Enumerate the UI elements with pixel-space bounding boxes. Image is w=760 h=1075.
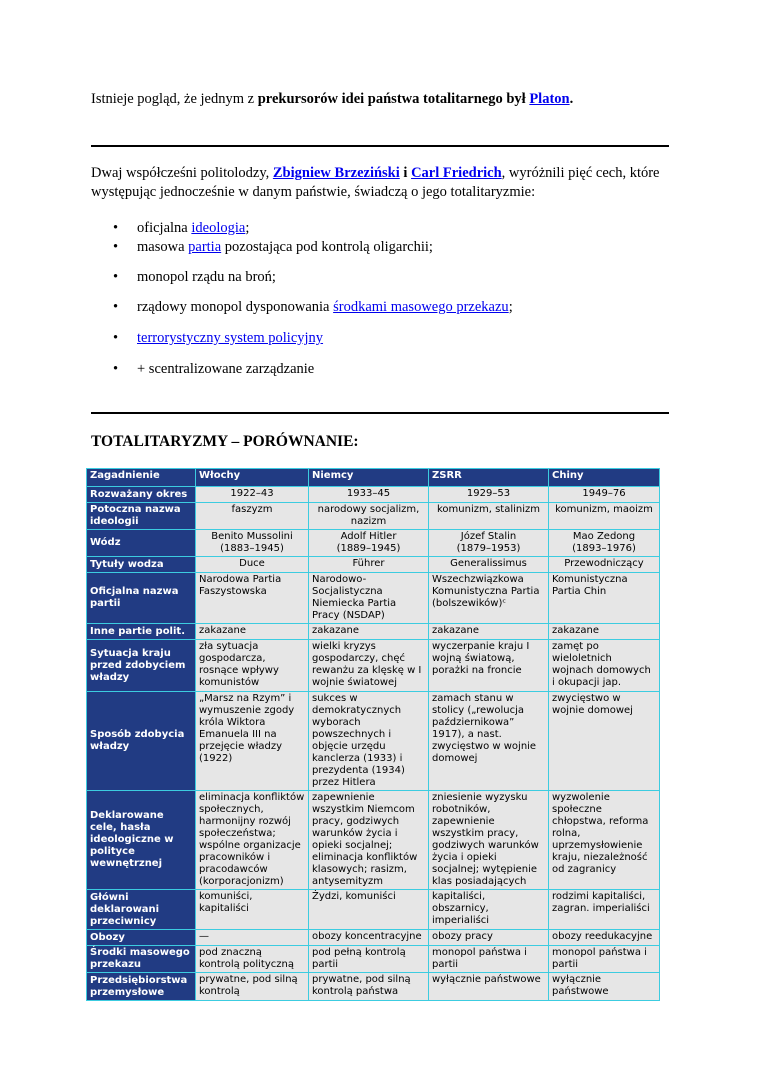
table-header-row [87,469,660,487]
table-cell: 1949–76 [549,487,660,503]
table-cell: — [196,930,309,946]
table-cell: zapewnienie wszystkim Niemcom pracy, godziwych warunków życia i opieki socjalnej; eliminacja konfliktów klasowych; rasizm, antysemityzm [309,791,429,890]
table-cell: Komunistyczna Partia Chin [549,573,660,624]
intro-bold-text: prekursorów idei państwa totalitarnego był [257,91,530,107]
list-item-text: + scentralizowane zarządzanie [137,361,315,377]
row-header: Główni deklarowani przeciwnicy [87,890,196,930]
table-cell: Duce [196,557,309,573]
table-cell: monopol państwa i partii [429,946,549,973]
table-cell: wyłącznie państwowe [429,973,549,1001]
list-item-text-end: ; [245,220,250,236]
bullet-marker: • [113,361,119,377]
column-header: Zagadnienie [87,469,196,487]
table-cell: narodowy socjalizm, nazizm [309,503,429,530]
table-cell: obozy koncentracyjne [309,930,429,946]
brzezinski-link[interactable]: Zbigniew Brzeziński [272,165,400,181]
friedrich-link[interactable]: Carl Friedrich [411,165,502,181]
table-cell: wielki kryzys gospodarczy, chęć rewanżu za klęskę w I wojnie światowej [309,640,429,692]
table-cell: komuniści, kapitaliści [196,890,309,930]
list-item-link[interactable]: partia [188,239,222,255]
row-header: Oficjalna nazwa partii [87,573,196,624]
table-cell: Narodowa Partia Faszystowska [196,573,309,624]
table-row [87,692,660,791]
list-item [113,239,433,256]
table-cell: komunizm, maoizm [549,503,660,530]
row-header: Wódz [87,530,196,557]
list-item-link[interactable]: terrorystyczny system policyjny [137,330,324,346]
table-cell: Narodowo-Socjalistyczna Niemiecka Partia Pracy (NSDAP) [309,573,429,624]
row-header: Przedsiębiorstwa przemysłowe [87,973,196,1001]
table-cell: Führer [309,557,429,573]
table-cell: pod znaczną kontrolą polityczną [196,946,309,973]
table-row [87,890,660,930]
column-header: Chiny [549,469,660,487]
table-cell: Żydzi, komuniści [309,890,429,930]
table-cell: zakazane [549,624,660,640]
column-header: Włochy [196,469,309,487]
table-cell: zła sytuacja gospodarcza, rosnące wpływy komunistów [196,640,309,692]
row-header: Obozy [87,930,196,946]
list-item-text-end: ; [508,299,513,315]
table-cell: Józef Stalin (1879–1953) [429,530,549,557]
paragraph-text: Dwaj współcześni politolodzy, [91,165,273,181]
politologists-paragraph [91,164,681,202]
horizontal-rule [91,412,669,414]
table-cell: „Marsz na Rzym” i wymuszenie zgody króla Wiktora Emanuela III na przejęcie władzy (1922) [196,692,309,791]
bullet-marker: • [113,220,119,236]
column-header: ZSRR [429,469,549,487]
table-cell: 1933–45 [309,487,429,503]
row-header: Sytuacja kraju przed zdobyciem władzy [87,640,196,692]
table-cell: Generalissimus [429,557,549,573]
table-cell: faszyzm [196,503,309,530]
table-row [87,791,660,890]
list-item [113,220,249,237]
row-header: Tytuły wodza [87,557,196,573]
list-item [113,330,323,347]
table-cell: zamach stanu w stolicy („rewolucja październikowa” 1917), a nast. zwycięstwo w wojnie domowej [429,692,549,791]
list-item-text-end: pozostająca pod kontrolą oligarchii; [221,239,433,255]
table-row [87,946,660,973]
intro-sentence [91,91,573,108]
bullet-marker: • [113,269,119,285]
table-row [87,503,660,530]
bullet-marker: • [113,299,119,315]
list-item [113,361,314,378]
table-cell: 1922–43 [196,487,309,503]
table-cell: obozy reedukacyjne [549,930,660,946]
list-item-text: oficjalna [137,220,192,236]
table-cell: Adolf Hitler (1889–1945) [309,530,429,557]
section-title: TOTALITARYZMY – PORÓWNANIE: [91,433,359,450]
table-cell: rodzimi kapitaliści, zagran. imperialiści [549,890,660,930]
table-cell: wyzwolenie społeczne chłopstwa, reforma rolna, uprzemysłowienie kraju, niezależność od zagranicy [549,791,660,890]
table-cell: Benito Mussolini (1883–1945) [196,530,309,557]
table-cell: pod pełną kontrolą partii [309,946,429,973]
table-row [87,530,660,557]
table-cell: prywatne, pod silną kontrolą państwa [309,973,429,1001]
comparison-table [86,468,660,1001]
table-cell: Mao Zedong (1893–1976) [549,530,660,557]
intro-period: . [569,91,574,107]
table-row [87,930,660,946]
table-row [87,640,660,692]
list-item [113,299,513,316]
table-cell: wyłącznie państwowe [549,973,660,1001]
row-header: Środki masowego przekazu [87,946,196,973]
table-cell: obozy pracy [429,930,549,946]
horizontal-rule [91,145,669,147]
table-cell: kapitaliści, obszarnicy, imperialiści [429,890,549,930]
table-cell: Wszechzwiązkowa Komunistyczna Partia (bolszewików)ᶜ [429,573,549,624]
table-row [87,624,660,640]
table-cell: sukces w demokratycznych wyborach powszechnych i objęcie urzędu kanclerza (1933) i prezydenta (1934) przez Hitlera [309,692,429,791]
row-header: Deklarowane cele, hasła ideologiczne w polityce wewnętrznej [87,791,196,890]
list-item-link[interactable]: środkami masowego przekazu [333,299,509,315]
intro-text: Istnieje pogląd, że jednym z [91,91,258,107]
table-row [87,973,660,1001]
row-header: Inne partie polit. [87,624,196,640]
table-cell: zamęt po wieloletnich wojnach domowych i okupacji jap. [549,640,660,692]
table-cell: 1929–53 [429,487,549,503]
table-cell: zniesienie wyzysku robotników, zapewnienie wszystkim pracy, godziwych warunków życia i opieki socjalnej; wytępienie klas posiadających [429,791,549,890]
row-header: Potoczna nazwa ideologii [87,503,196,530]
paragraph-conjunction: i [399,165,412,181]
list-item-text: masowa [137,239,189,255]
row-header: Rozważany okres [87,487,196,503]
paragraph-text-end: , wyróżnili pięć cech, które występując jednocześnie w danym państwie, świadczą o jego totalitaryzmie: [91,165,660,200]
list-item-text: rządowy monopol dysponowania [137,299,334,315]
bullet-marker: • [113,330,119,346]
list-item [113,269,276,286]
column-header: Niemcy [309,469,429,487]
table-cell: komunizm, stalinizm [429,503,549,530]
table-cell: Przewodniczący [549,557,660,573]
table-row [87,557,660,573]
table-cell: monopol państwa i partii [549,946,660,973]
platon-link[interactable]: Platon [529,91,570,107]
table-cell: zakazane [196,624,309,640]
table-row [87,573,660,624]
list-item-text: monopol rządu na broń; [137,269,276,285]
table-cell: prywatne, pod silną kontrolą [196,973,309,1001]
table-cell: wyczerpanie kraju I wojną światową, porażki na froncie [429,640,549,692]
row-header: Sposób zdobycia władzy [87,692,196,791]
table-cell: zakazane [309,624,429,640]
table-cell: zakazane [429,624,549,640]
table-row [87,487,660,503]
table-cell: zwycięstwo w wojnie domowej [549,692,660,791]
table-cell: eliminacja konfliktów społecznych, harmonijny rozwój społeczeństwa; wspólne organizacje pracowników i pracodawców (korporacjonizm) [196,791,309,890]
bullet-marker: • [113,239,119,255]
list-item-link[interactable]: ideologia [191,220,246,236]
